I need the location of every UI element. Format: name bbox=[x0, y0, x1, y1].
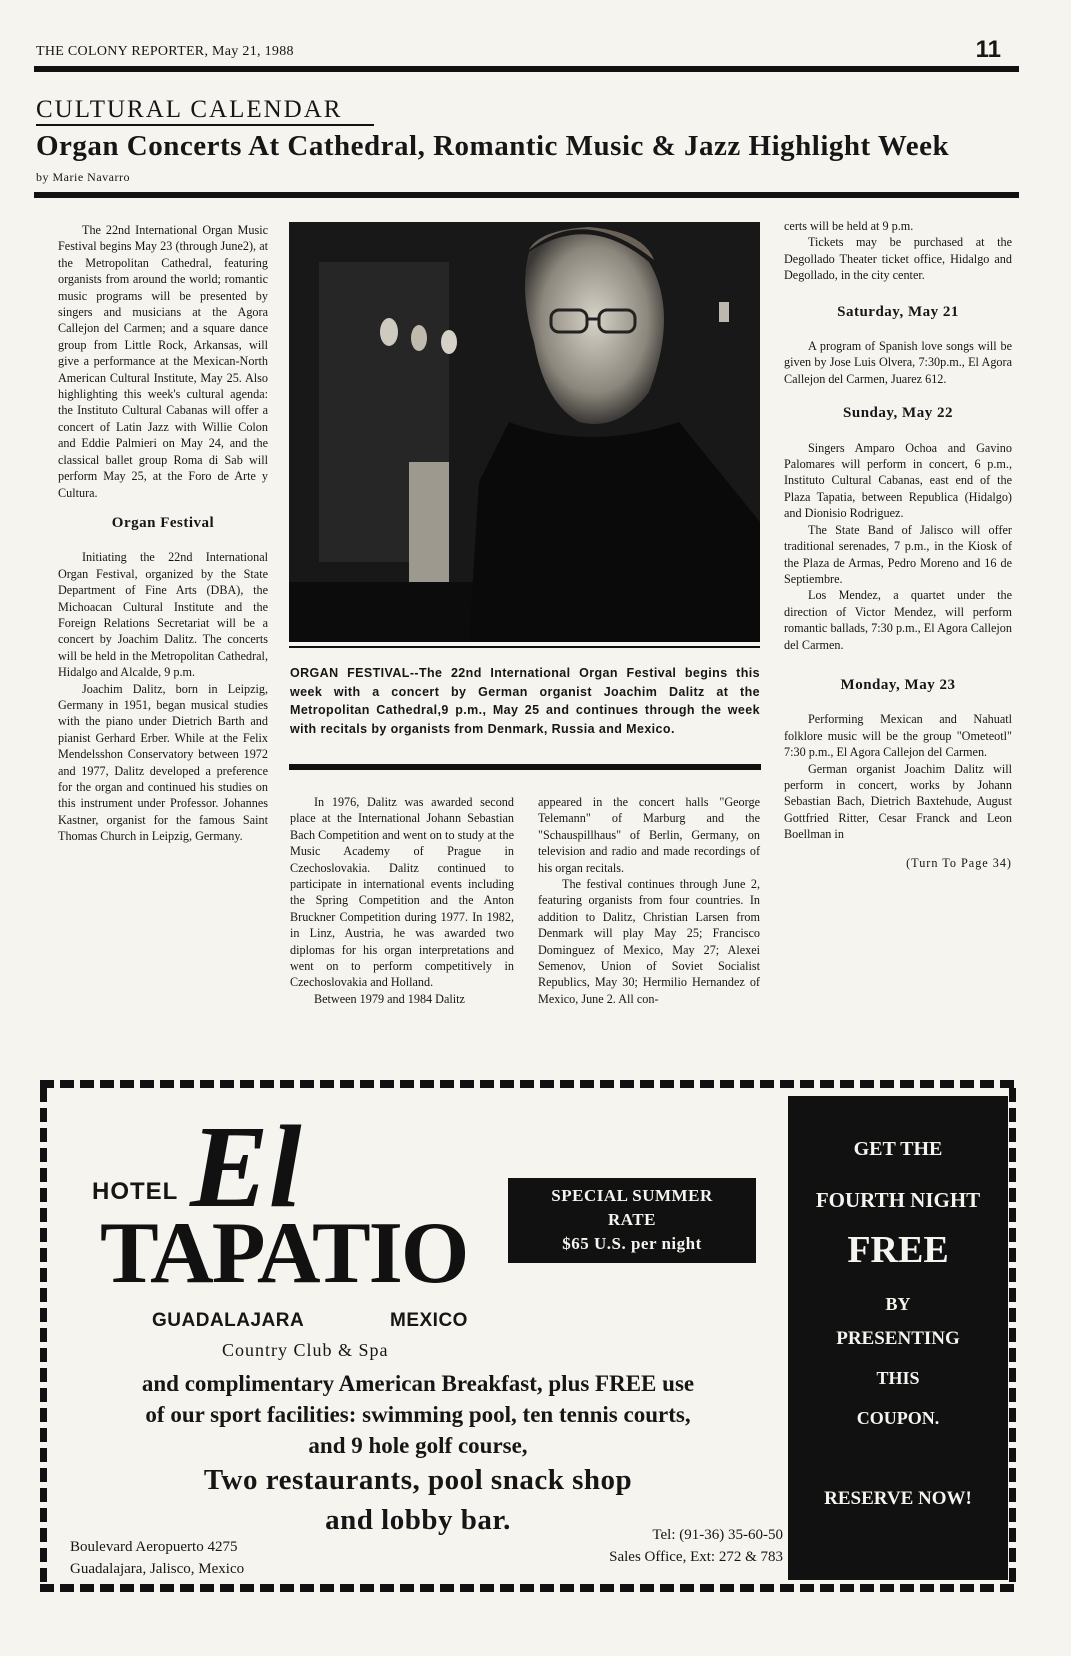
byline: by Marie Navarro bbox=[36, 170, 130, 184]
photo-illustration bbox=[289, 222, 760, 642]
ad-address bbox=[70, 1536, 244, 1580]
masthead-rule bbox=[34, 66, 1019, 72]
article-paragraph: appeared in the concert halls "George Telemann" of Marburg and the "Schauspillhaus" of Berlin, Germany, on television and radio and made recordings of his organ recitals. bbox=[538, 795, 760, 875]
ad-body-line: and complimentary American Breakfast, plus FREE use bbox=[141, 1371, 695, 1396]
rate-price: $65 U.S. per night bbox=[562, 1234, 702, 1253]
headline-rule bbox=[34, 192, 1019, 198]
special-rate-box bbox=[508, 1178, 756, 1263]
event-paragraph: A program of Spanish love songs will be given by Jose Luis Olvera, 7:30p.m., El Agora Callejon del Carmen, Juarez 612. bbox=[784, 339, 1012, 386]
ad-border-left bbox=[40, 1088, 47, 1584]
headline: Organ Concerts At Cathedral, Romantic Music & Jazz Highlight Week bbox=[36, 130, 950, 162]
telephone: Tel: (91-36) 35-60-50 bbox=[652, 1527, 783, 1543]
rate-line: SPECIAL SUMMER bbox=[551, 1186, 713, 1205]
article-column-2 bbox=[290, 794, 514, 1007]
article-paragraph: Joachim Dalitz, born in Leipzig, Germany in 1951, began musical studies with the piano under Dietrich Barth and pianist Gerhard Erber. While at the Felix Mendelsshon Conservatory between 1972 and 1977, Dalitz developed a preference for the organ and continued his studies on this instrument under Professor. Johannes Kastner, organist for the famous Saint Thomas Church in Leipzig, Germany. bbox=[58, 681, 268, 844]
turn-to-page: (Turn To Page 34) bbox=[906, 855, 1012, 870]
hotel-label: HOTEL bbox=[92, 1178, 179, 1205]
rate-line: RATE bbox=[608, 1210, 656, 1229]
logo-tapatio: TAPATIO bbox=[100, 1205, 468, 1302]
article-paragraph: certs will be held at 9 p.m. bbox=[784, 219, 914, 233]
logo-country: MEXICO bbox=[390, 1310, 468, 1331]
coupon-line: BY bbox=[885, 1294, 911, 1314]
coupon-line: FOURTH NIGHT bbox=[815, 1188, 981, 1212]
caption-rule bbox=[289, 764, 761, 770]
event-paragraph: Los Mendez, a quartet under the direction of Victor Mendez, will perform romantic ballads, 7:30 p.m., El Agora Callejon del Carmen. bbox=[784, 588, 1012, 652]
ad-border-bottom bbox=[40, 1584, 1016, 1592]
photo-rule bbox=[289, 646, 760, 648]
page-number: 11 bbox=[975, 36, 1001, 63]
organist-photo bbox=[289, 222, 760, 642]
article-paragraph: Tickets may be purchased at the Degollado Theater ticket office, Hidalgo and Degollado, in the city center. bbox=[784, 235, 1012, 283]
ad-body-line: and 9 hole golf course, bbox=[308, 1433, 528, 1458]
sales-office: Sales Office, Ext: 272 & 783 bbox=[609, 1549, 783, 1565]
ad-amenities bbox=[60, 1368, 776, 1461]
event-paragraph: Performing Mexican and Nahuatl folklore music will be the group "Ometeotl" 7:30 p.m., El Agora Callejon del Carmen. bbox=[784, 712, 1012, 760]
address-line: Guadalajara, Jalisco, Mexico bbox=[70, 1561, 245, 1577]
logo-city: GUADALAJARA bbox=[152, 1310, 305, 1331]
coupon-line: GET THE bbox=[853, 1138, 943, 1160]
address-line: Boulevard Aeropuerto 4275 bbox=[70, 1539, 238, 1555]
intro-paragraph: The 22nd International Organ Music Festival begins May 23 (through June2), at the Metropolitan Cathedral, featuring organists from around the world; romantic music programs will be presented by singers and musicians at the Agora Callejon del Carmen; and a square dance group from Little Rock, Arkansas, will give a performance at the Mexican-North American Cultural Institute, May 25. Also highlighting this week's cultural agenda: the Instituto Cultural Cabanas will offer a concert of Latin Jazz with Willie Colon and Eddie Palmieri on May 24, and the classical ballet group Roma di Sab will perform May 25, at the Foro de Arte y Cultura. bbox=[58, 223, 268, 500]
event-paragraph: Singers Amparo Ochoa and Gavino Palomares will perform in concert, 6 p.m., Instituto Cultural Cabanas, east end of the Plaza Tapatia, between Republica (Hidalgo) and Dionisio Rodriguez. bbox=[784, 440, 1012, 521]
coupon-panel bbox=[788, 1096, 1008, 1580]
section-underline bbox=[36, 124, 374, 126]
article-paragraph: Between 1979 and 1984 Dalitz bbox=[314, 991, 465, 1006]
coupon-line: PRESENTING bbox=[836, 1328, 960, 1349]
section-title: CULTURAL CALENDAR bbox=[36, 96, 343, 123]
article-paragraph: The festival continues through June 2, featuring organists from four countries. In addition to Dalitz, Christian Larsen from Denmark will play May 25; Francisco Dominguez of Mexico, May 27; Alexei Semenov, Union of Soviet Socialist Republics, May 30; Hermilio Hernandez of Mexico, June 2. All con- bbox=[538, 877, 760, 1006]
ad-border-top bbox=[40, 1080, 1016, 1088]
subhead-organ-festival: Organ Festival bbox=[111, 514, 215, 531]
article-column-4 bbox=[784, 218, 1012, 871]
event-paragraph: German organist Joachim Dalitz will perform in concert, works by Johann Sebastian Bach, Dietrich Baxtehude, August Gottfried Ritter, Cesar Franck and Leon Boellman in bbox=[784, 761, 1012, 842]
coupon-reserve: RESERVE NOW! bbox=[824, 1488, 972, 1509]
ad-border-right bbox=[1009, 1088, 1016, 1584]
subhead-saturday: Saturday, May 21 bbox=[837, 303, 959, 320]
photo-caption: ORGAN FESTIVAL--The 22nd International Organ Festival begins this week with a concert by German organist Joachim Dalitz at the Metropolitan Cathedral,9 p.m., May 25 and continues through the week with recitals by organists from Denmark, Russia and Mexico. bbox=[290, 666, 760, 736]
article-paragraph: Initiating the 22nd International Organ Festival, organized by the State Department of Fine Arts (DBA), the Michoacan Cultural Institute and the Foreign Relations Secretariat will be a concert by Joachim Dalitz. The concerts will be held in the Metropolitan Cathedral, Hidalgo and Alcalde, 9 p.m. bbox=[58, 550, 268, 680]
coupon-line: COUPON. bbox=[856, 1408, 940, 1428]
ad-big-line: Two restaurants, pool snack shop bbox=[203, 1464, 633, 1496]
coupon-free: FREE bbox=[847, 1229, 949, 1271]
subhead-monday: Monday, May 23 bbox=[840, 676, 956, 693]
country-club-spa: Country Club & Spa bbox=[222, 1340, 389, 1360]
ad-contact bbox=[609, 1524, 783, 1568]
logo-el: El bbox=[190, 1101, 302, 1232]
article-column-1 bbox=[58, 222, 268, 845]
article-paragraph: In 1976, Dalitz was awarded second place at the International Johann Sebastian Bach Competition and went on to study at the Music Academy of Prague in Czechoslovakia. Dalitz continued to participate in international events including the Spring Competition and the Anton Bruckner Competition during 1977. In 1982, in Linz, Austria, he was awarded two diplomas for his organ interpretations and went on to perform competitively in Czechoslovakia and Holland. bbox=[290, 795, 514, 990]
event-paragraph: The State Band of Jalisco will offer traditional serenades, 7 p.m., in the Kiosk of the Plaza de Armas, Pedro Moreno and 16 de Septiembre. bbox=[784, 522, 1012, 586]
subhead-sunday: Sunday, May 22 bbox=[843, 405, 953, 422]
ad-body-line: of our sport facilities: swimming pool, ten tennis courts, bbox=[145, 1402, 691, 1427]
article-column-3 bbox=[538, 794, 760, 1007]
coupon-line: THIS bbox=[876, 1368, 920, 1388]
ad-big-line: and lobby bar. bbox=[325, 1504, 511, 1536]
masthead: THE COLONY REPORTER, May 21, 1988 bbox=[36, 44, 294, 59]
